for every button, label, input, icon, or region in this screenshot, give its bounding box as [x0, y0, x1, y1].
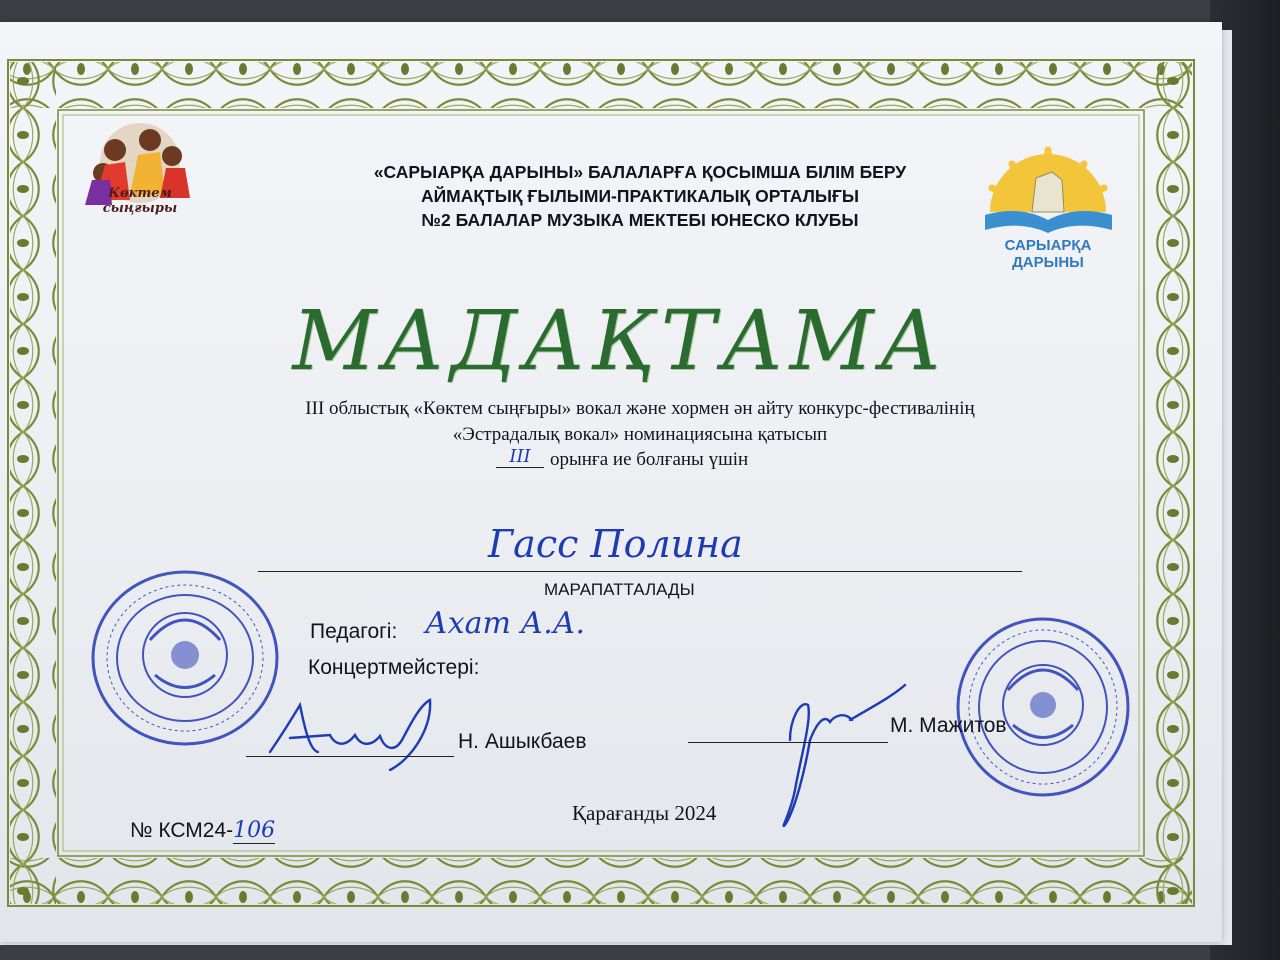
- right-logo-caption: САРЫАРҚА ДАРЫНЫ: [1004, 237, 1092, 271]
- header-line-1: «САРЫАРҚА ДАРЫНЫ» БАЛАЛАРҒА ҚОСЫМША БІЛІМ БЕРУ: [373, 162, 907, 182]
- left-signature-line: [246, 756, 454, 757]
- sun-book-logo-icon: [985, 150, 1112, 233]
- teacher-label: Педагогі:: [310, 620, 398, 643]
- body-line-2: «Эстрадалық вокал» номинациясына қатысып: [452, 424, 828, 445]
- right-signature-line: [688, 742, 888, 743]
- right-stamp-icon: [958, 619, 1128, 795]
- right-signatory-name: М. Мажитов: [890, 714, 1007, 737]
- accompanist-label: Концертмейстері:: [308, 656, 480, 679]
- body-line-1: ІІІ облыстық «Көктем сыңғыры» вокал және хормен ән айту конкурс-фестивалінің: [305, 398, 975, 419]
- certificate-title: МАДАҚТАМА: [292, 294, 948, 389]
- header-line-3: №2 БАЛАЛАР МУЗЫКА МЕКТЕБІ ЮНЕСКО КЛУБЫ: [421, 210, 859, 230]
- recipient-name: Гасс Полина: [488, 522, 743, 566]
- organization-header: [280, 160, 1000, 232]
- number-prefix: № КСМ24-: [130, 819, 234, 842]
- certificate-number: [130, 818, 275, 843]
- number-handwritten: 106: [233, 818, 276, 843]
- city-year: Қарағанды 2024: [572, 801, 717, 825]
- left-stamp-icon: [93, 572, 277, 744]
- place-handwritten: III: [496, 446, 544, 468]
- awarded-text: МАРАПАТТАЛАДЫ: [544, 580, 695, 599]
- place-field: [496, 446, 544, 468]
- right-signature-icon: [784, 685, 905, 826]
- left-signature-icon: [270, 700, 430, 770]
- teacher-name: Ахат А.А.: [425, 606, 586, 641]
- left-signatory-name: Н. Ашыкбаев: [458, 730, 587, 753]
- body-line-3: орынға ие болғаны үшін: [550, 449, 749, 470]
- header-line-2: АЙМАҚТЫҚ ҒЫЛЫМИ-ПРАКТИКАЛЫҚ ОРТАЛЫҒЫ: [420, 186, 860, 206]
- left-logo-caption: Көктем сыңғыры: [102, 186, 178, 216]
